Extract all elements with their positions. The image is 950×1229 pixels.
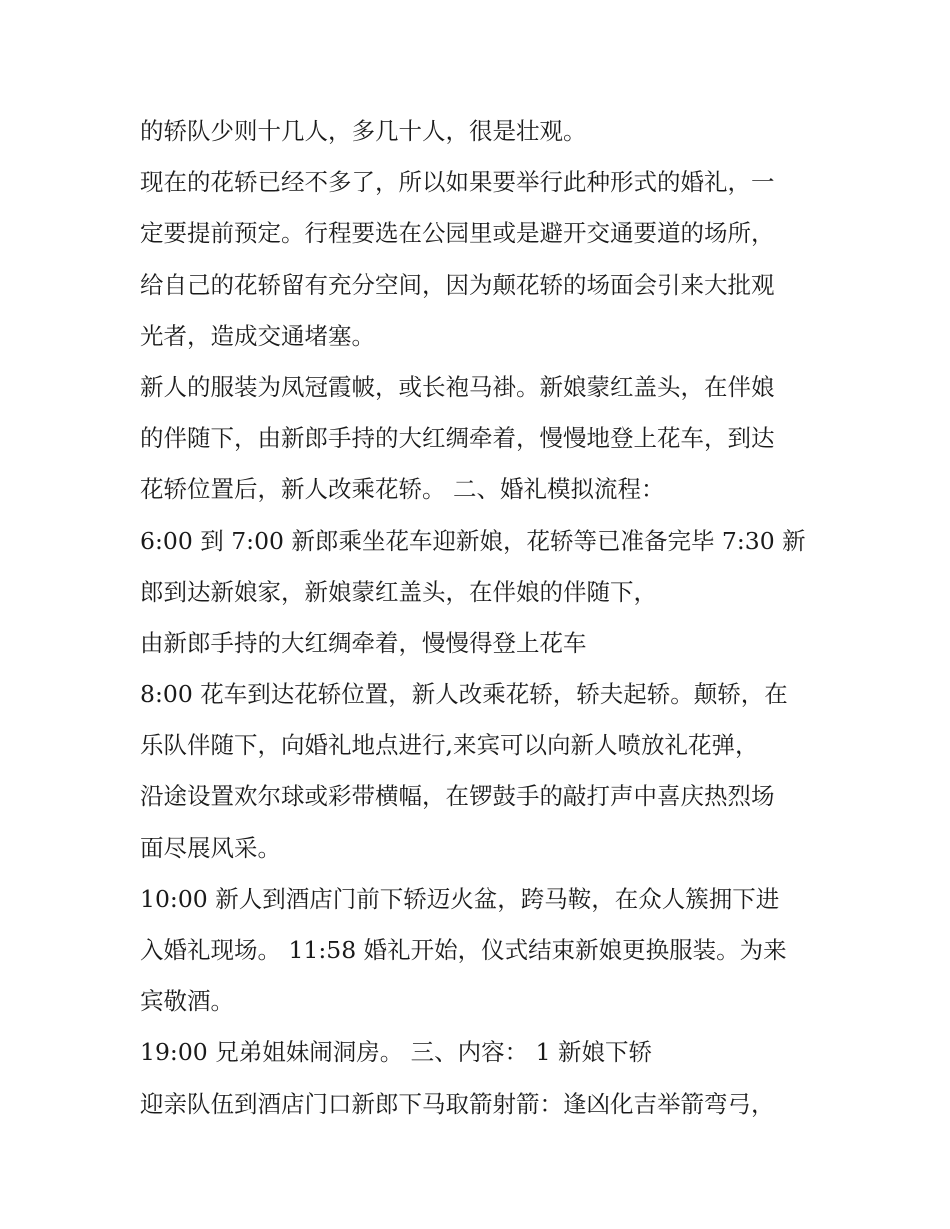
text-line: 郎到达新娘家，新娘蒙红盖头，在伴娘的伴随下， — [140, 577, 657, 606]
text-line: 定要提前预定。行程要选在公园里或是避开交通要道的场所， — [140, 219, 775, 248]
document-body — [140, 109, 820, 1133]
text-line: 的轿队少则十几人，多几十人，很是壮观。 — [140, 117, 587, 145]
text-line: 沿途设置欢尔球或彩带横幅，在锣鼓手的敲打声中喜庆热烈场 — [140, 782, 775, 811]
text-line: 乐队伴随下，向婚礼地点进行,来宾可以向新人喷放礼花弹， — [140, 731, 759, 760]
text-line: 6:00 到 7:00 新郎乘坐花车迎新娘，花轿等已准备完毕 7:30 新 — [140, 526, 806, 555]
text-line: 8:00 花车到达花轿位置，新人改乘花轿，轿夫起轿。颠轿，在 — [140, 680, 788, 709]
text-line: 宾敬酒。 — [140, 987, 234, 1016]
text-line: 19:00 兄弟姐妹闹洞房。 三、内容： 1 新娘下轿 — [140, 1038, 653, 1067]
text-line: 光者，造成交通堵塞。 — [140, 321, 375, 350]
text-line: 入婚礼现场。 11:58 婚礼开始，仪式结束新娘更换服装。为来 — [140, 936, 787, 964]
text-line: 现在的花轿已经不多了，所以如果要举行此种形式的婚礼，一 — [140, 168, 775, 197]
text-line: 由新郎手持的大红绸牵着，慢慢得登上花车 — [140, 628, 587, 657]
text-line: 面尽展风采。 — [140, 833, 281, 862]
text-line: 的伴随下，由新郎手持的大红绸牵着，慢慢地登上花车，到达 — [140, 424, 775, 453]
text-line: 花轿位置后，新人改乘花轿。 二、婚礼模拟流程： — [140, 475, 665, 504]
text-line: 给自己的花轿留有充分空间，因为颠花轿的场面会引来大批观 — [140, 270, 775, 299]
text-line: 新人的服装为凤冠霞帔，或长袍马褂。新娘蒙红盖头，在伴娘 — [140, 372, 775, 401]
text-line: 10:00 新人到酒店门前下轿迈火盆，跨马鞍，在众人簇拥下进 — [140, 884, 780, 913]
text-line: 迎亲队伍到酒店门口新郎下马取箭射箭：逢凶化吉举箭弯弓， — [140, 1089, 775, 1118]
